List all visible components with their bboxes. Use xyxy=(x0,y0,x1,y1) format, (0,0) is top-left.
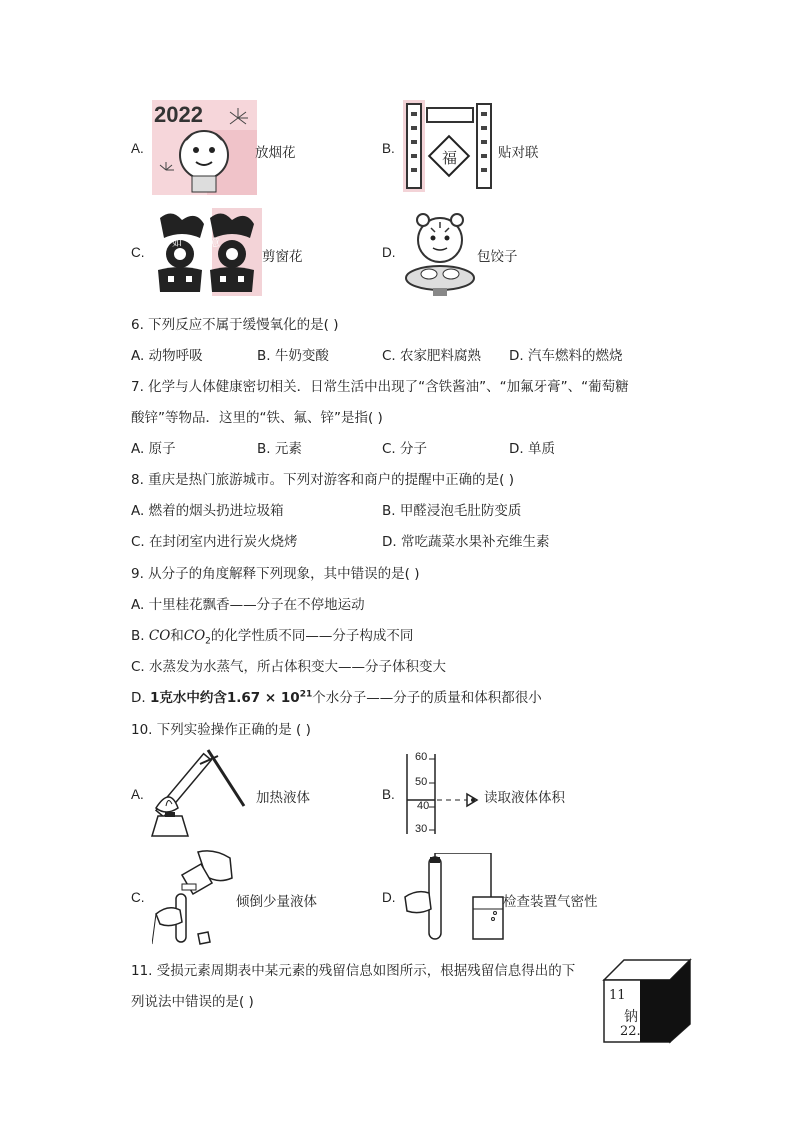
q5-option-b-letter: B. xyxy=(382,141,395,156)
q8-option-c: C. 在封闭室内进行炭火烧烤 xyxy=(131,534,298,550)
element-atomic-number: 11 xyxy=(609,988,626,1003)
q6-option-a: A. 动物呼吸 xyxy=(131,348,203,364)
fireworks-picture xyxy=(152,100,257,195)
q10-option-b-letter: B. xyxy=(382,787,395,802)
reading-volume-picture xyxy=(403,750,488,836)
element-name: 钠 xyxy=(624,1009,638,1025)
q10-option-a-letter: A. xyxy=(131,787,144,802)
q10-option-d-letter: D. xyxy=(382,890,396,905)
q7-option-b: B. 元素 xyxy=(257,441,302,457)
q5-option-a-letter: A. xyxy=(131,141,144,156)
q9-option-c: C. 水蒸发为水蒸气，所占体积变大——分子体积变大 xyxy=(131,659,447,675)
q9-option-b-prefix: B. xyxy=(131,628,149,644)
element-atomic-mass: 22. xyxy=(620,1024,641,1039)
q9-option-d-prefix: D. xyxy=(131,690,150,706)
q9-option-b-rest: 的化学性质不同——分子构成不同 xyxy=(210,628,414,644)
paper-cutting-picture xyxy=(152,208,262,296)
q6-stem: 6. 下列反应不属于缓慢氧化的是( ) xyxy=(131,317,339,333)
q10-option-b-label: 读取液体体积 xyxy=(484,790,565,806)
pouring-liquid-picture xyxy=(152,848,240,946)
q7-option-c: C. 分子 xyxy=(382,441,428,457)
q11-stem-line2: 列说法中错误的是( ) xyxy=(131,994,254,1010)
cylinder-tick-40: 40 xyxy=(417,800,430,812)
q9-option-d-exponent: 21 xyxy=(299,689,313,700)
formula-co2: CO xyxy=(183,628,206,644)
paper-cutting-text: 如意 xyxy=(172,238,248,249)
q8-stem: 8. 重庆是热门旅游城市。下列对游客和商户的提醒中正确的是( ) xyxy=(131,472,514,488)
q8-option-d: D. 常吃蔬菜水果补充维生素 xyxy=(382,534,550,550)
q9-option-b xyxy=(131,624,413,647)
cylinder-tick-30: 30 xyxy=(415,823,428,835)
q9-option-d xyxy=(131,686,542,706)
q11-stem-line1: 11. 受损元素周期表中某元素的残留信息如图所示，根据残留信息得出的下 xyxy=(131,963,576,979)
q9-option-d-rest: 个水分子——分子的质量和体积都很小 xyxy=(312,690,542,706)
airtightness-check-picture xyxy=(403,853,508,943)
q10-stem: 10. 下列实验操作正确的是 ( ) xyxy=(131,722,311,738)
heating-liquid-picture xyxy=(148,746,248,840)
q6-option-d: D. 汽车燃料的燃烧 xyxy=(509,348,623,364)
cylinder-tick-60: 60 xyxy=(415,751,428,763)
q10-option-a-label: 加热液体 xyxy=(256,790,310,806)
q10-option-c-label: 倾倒少量液体 xyxy=(236,894,317,910)
q10-option-c-letter: C. xyxy=(131,890,145,905)
q9-option-d-number: 1克水中约含1.67 × 10 xyxy=(149,690,300,706)
q6-option-c: C. 农家肥料腐熟 xyxy=(382,348,482,364)
q8-option-b: B. 甲醛浸泡毛肚防变质 xyxy=(382,503,522,519)
dumplings-tiger-picture xyxy=(403,210,478,296)
q8-option-a: A. 燃着的烟头扔进垃圾箱 xyxy=(131,503,284,519)
q7-stem-line2: 酸锌”等物品．这里的“铁、氟、锌”是指( ) xyxy=(131,410,383,426)
q10-option-d-label: 检查装置气密性 xyxy=(503,894,598,910)
formula-co2-subscript: 2 xyxy=(205,636,211,647)
cylinder-tick-50: 50 xyxy=(415,776,428,788)
q5-option-a-label: 放烟花 xyxy=(255,145,296,161)
q9-stem: 9. 从分子的角度解释下列现象，其中错误的是( ) xyxy=(131,566,420,582)
q5-option-c-letter: C. xyxy=(131,245,145,260)
q9-option-a: A. 十里桂花飘香——分子在不停地运动 xyxy=(131,597,365,613)
couplets-picture xyxy=(403,100,495,192)
q5-option-b-label: 贴对联 xyxy=(498,145,539,161)
q5-option-d-letter: D. xyxy=(382,245,396,260)
fireworks-year-text: 2022 xyxy=(154,102,203,127)
damaged-element-card xyxy=(602,958,692,1044)
q7-option-a: A. 原子 xyxy=(131,441,176,457)
q5-option-c-label: 剪窗花 xyxy=(262,249,303,265)
q5-option-d-label: 包饺子 xyxy=(477,249,518,265)
q7-stem-line1: 7. 化学与人体健康密切相关．日常生活中出现了“含铁酱油”、“加氟牙膏”、“葡萄糖 xyxy=(131,379,629,395)
q6-option-b: B. 牛奶变酸 xyxy=(257,348,329,364)
formula-co: CO xyxy=(148,628,171,644)
couplets-fu-text: 福 xyxy=(442,149,458,167)
q9-option-b-and: 和 xyxy=(170,628,184,644)
q7-option-d: D. 单质 xyxy=(509,441,555,457)
